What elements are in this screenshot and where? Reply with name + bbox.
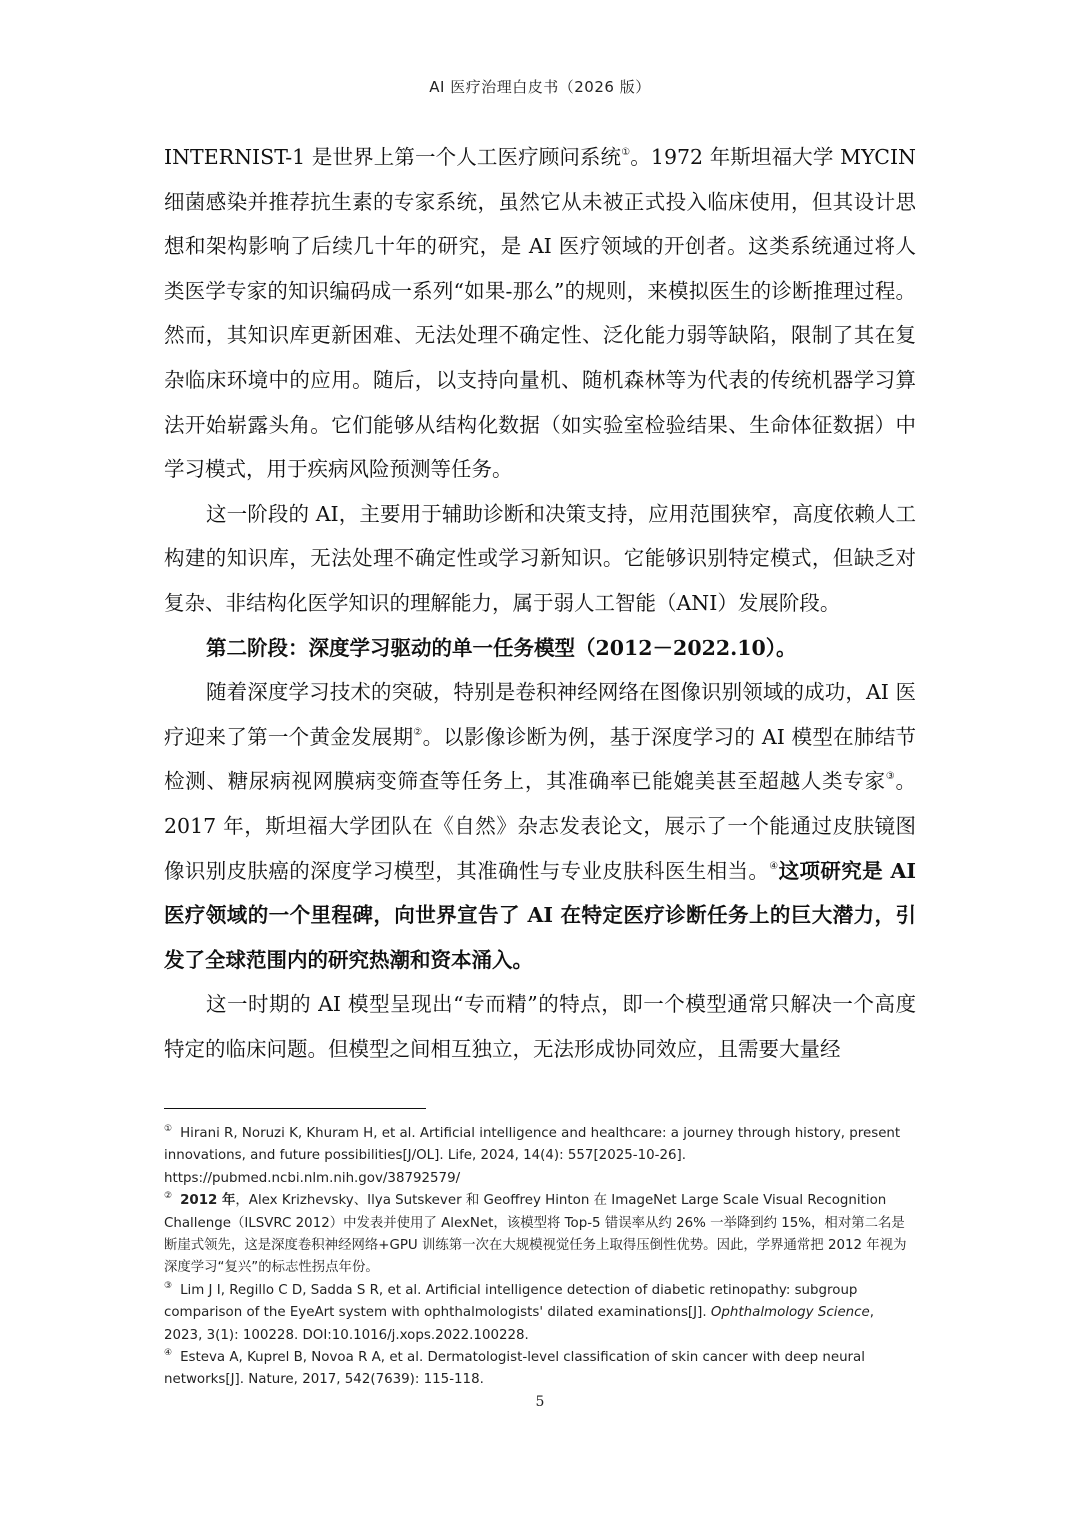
footnote-2 (164, 1190, 916, 1280)
footnote-ref-3[interactable]: ③ (885, 771, 896, 783)
paragraph-3-text-a: 随着深度学习技术的突破，特别是卷积神经网络在图像识别领域的成功，AI 医疗迎来了第一个黄金发展期 (164, 680, 916, 749)
footnote-2-text: ，Alex Krizhevsky、Ilya Sutskever 和 Geoffrey Hinton 在 ImageNet Large Scale Visual Recognition Challenge（ILSVRC 2012）中发表并使用了 AlexNet，该模型将 Top-5 错误率从约 26% 一举降到约 15%，相对第二名是断崖式领先，这是深度卷积神经网络+GPU 训练第一次在大规模视觉任务上取得压倒性优势。因此，学界通常把 2012 年视为深度学习“复兴”的标志性拐点年份。 (164, 1193, 907, 1276)
footnote-ref-4[interactable]: ④ (769, 860, 779, 872)
footnote-3-mark: ③ (164, 1280, 173, 1291)
paragraph-3-text-b: 。以影像诊断为例，基于深度学习的 AI 模型在肺结节检测、糖尿病视网膜病变筛查等任务上，其准确率已能媲美甚至超越人类专家 (164, 724, 917, 794)
footnote-3-text: Lim J I, Regillo C D, Sadda S R, et al. Artificial intelligence detection of diabetic retinopathy: subgroup comparison of the EyeArt system with ophthalmologists' dilated examinations[J]. (164, 1282, 858, 1321)
page-number: 5 (535, 1394, 545, 1410)
paragraph-1 (164, 135, 916, 492)
footnote-ref-1[interactable]: ① (621, 147, 631, 158)
footnote-ref-2[interactable]: ② (413, 726, 423, 738)
footnote-divider (164, 1108, 426, 1109)
main-text (164, 135, 916, 1071)
footnote-2-bold: 2012 年 (180, 1193, 236, 1209)
paragraph-3-bold-text: 这项研究是 AI 医疗领域的一个里程碑，向世界宣告了 AI 在特定医疗诊断任务上的巨大潜力，引发了全球范围内的研究热潮和资本涌入。 (164, 858, 917, 972)
footnote-1-mark: ① (164, 1124, 173, 1134)
paragraph-2: 这一阶段的 AI，主要用于辅助诊断和决策支持，应用范围狭窄，高度依赖人工构建的知识库，无法处理不确定性或学习新知识。它能够识别特定模式，但缺乏对复杂、非结构化医学知识的理解能力，属于弱人工智能（ANI）发展阶段。 (164, 501, 916, 615)
section-heading: 第二阶段：深度学习驱动的单一任务模型（2012－2022.10）。 (206, 635, 797, 660)
footnotes (164, 1123, 916, 1392)
footnote-3-journal: Ophthalmology Science (710, 1305, 870, 1321)
paragraph-1-text-b: 。1972 年斯坦福大学 MYCIN 细菌感染并推荐抗生素的专家系统，虽然它从未被正式投入临床使用，但其设计思想和架构影响了后续几十年的研究，是 AI 医疗领域的开创者。这类系统通过将人类医学专家的知识编码成一系列“如果-那么”的规则，来模拟医生的诊断推理过程。然而，其知识库更新困难、无法处理不确定性、泛化能力弱等缺陷，限制了其在复杂临床环境中的应用。随后，以支持向量机、随机森林等为代表的传统机器学习算法开始崭露头角。它们能够从结构化数据（如实验室检验结果、生命体征数据）中学习模式，用于疾病风险预测等任务。 (164, 145, 916, 482)
running-header: AI 医疗治理白皮书（2026 版） (429, 78, 651, 96)
footnote-3-text-2: , 2023, 3(1): 100228. DOI:10.1016/j.xops.2022.100228. (164, 1305, 875, 1343)
footnote-3 (164, 1280, 916, 1347)
footnote-1 (164, 1123, 916, 1190)
paragraph-3-text-c: 。2017 年，斯坦福大学团队在《自然》杂志发表论文，展示了一个能通过皮肤镜图像识别皮肤癌的深度学习模型，其准确性与专业皮肤科医生相当。 (164, 769, 917, 883)
paragraph-4: 这一时期的 AI 模型呈现出“专而精”的特点，即一个模型通常只解决一个高度特定的临床问题。但模型之间相互独立，无法形成协同效应，且需要大量经 (164, 992, 916, 1061)
footnote-4-text: Esteva A, Kuprel B, Novoa R A, et al. Dermatologist-level classification of skin cancer with deep neural networks[J]. Nature, 2017, 542(7639): 115-118. (164, 1350, 865, 1388)
footnote-4-mark: ④ (164, 1348, 173, 1359)
footnote-2-mark: ② (164, 1191, 173, 1202)
paragraph-3 (164, 670, 916, 982)
paragraph-1-text-a: INTERNIST-1 是世界上第一个人工医疗顾问系统 (164, 145, 622, 169)
footnote-4 (164, 1347, 916, 1392)
footnote-1-text: Hirani R, Noruzi K, Khuram H, et al. Artificial intelligence and healthcare: a journey through history, present innovations, and future possibilities[J/OL]. Life, 2024, 14(4): 557[2025-10-26]. https://pubmed.ncbi.nlm.nih.gov/38792579/ (164, 1126, 901, 1186)
